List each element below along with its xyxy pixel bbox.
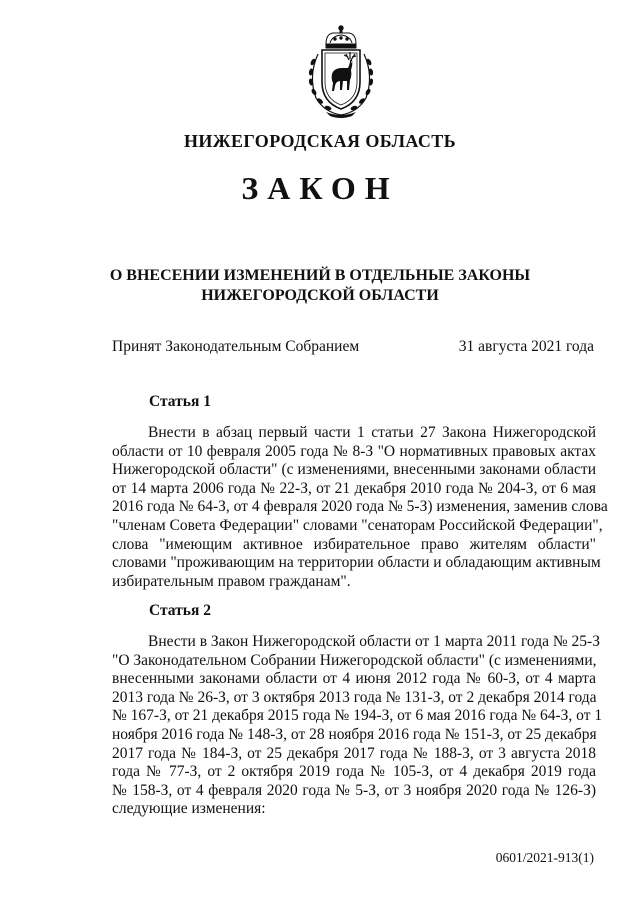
article-1-heading: Статья 1 (149, 393, 211, 410)
text-line: от 14 марта 2006 года № 22-З, от 21 декабря 2010 года № 204-З, от 6 мая (112, 479, 596, 497)
text-line: избирательным правом гражданам". (112, 572, 351, 590)
article-2-text (112, 633, 603, 819)
document-title-line: НИЖЕГОРОДСКОЙ ОБЛАСТИ (201, 287, 439, 304)
adoption-date: 31 августа 2021 года (458, 338, 594, 355)
document-title (0, 266, 640, 306)
document-number: 0601/2021-913(1) (495, 850, 594, 865)
text-line: 2013 года № 26-З, от 3 октября 2013 года № 131-З, от 2 декабря 2014 года (112, 688, 597, 706)
text-line: Нижегородской области" (с изменениями, внесенными законами области (112, 461, 596, 479)
text-line: "членам Совета Федерации" словами "сенаторам Российской Федерации", (112, 516, 603, 534)
text-line: № 167-З, от 21 декабря 2015 года № 194-З, от 6 мая 2016 года № 64-З, от 1 (112, 707, 603, 725)
text-line: 2017 года № 184-З, от 25 декабря 2017 года № 188-З, от 3 августа 2018 (112, 744, 596, 762)
text-line: слова "имеющим активное избирательное право жителям области" (112, 535, 596, 553)
text-line: 2016 года № 64-З, от 4 февраля 2020 года № 5-З) изменения, заменив слова (112, 498, 608, 516)
text-line: "О Законодательном Собрании Нижегородской области" (с изменениями, (112, 651, 597, 669)
region-heading: НИЖЕГОРОДСКАЯ ОБЛАСТЬ (183, 131, 456, 151)
text-line: № 158-З, от 4 февраля 2020 года № 5-З, от 3 ноября 2020 года № 126-З) (112, 781, 596, 799)
document-title-line: О ВНЕСЕНИИ ИЗМЕНЕНИЙ В ОТДЕЛЬНЫЕ ЗАКОНЫ (109, 267, 531, 284)
text-line: Внести в Закон Нижегородской области от 1 марта 2011 года № 25-З (148, 633, 600, 650)
article-2-heading: Статья 2 (149, 602, 211, 619)
text-line: ноября 2016 года № 148-З, от 28 ноября 2016 года № 151-З, от 25 декабря (112, 725, 597, 743)
text-line: года № 77-З, от 2 октября 2019 года № 105-З, от 4 декабря 2019 года (112, 763, 596, 781)
document-type: ЗАКОН (241, 170, 399, 206)
text-line: словами "проживающим на территории области и обладающим активным (112, 554, 601, 572)
text-line: внесенными законами области от 4 июня 2012 года № 60-З, от 4 марта (112, 670, 596, 688)
text-line: Внести в абзац первый части 1 статьи 27 Закона Нижегородской (148, 424, 596, 441)
article-1-text (112, 424, 608, 591)
text-line: области от 10 февраля 2005 года № 8-З "О нормативных правовых актах (112, 442, 596, 460)
coat-of-arms-icon (302, 24, 380, 119)
adopted-by: Принят Законодательным Собранием (112, 338, 360, 355)
text-line: следующие изменения: (112, 800, 266, 818)
